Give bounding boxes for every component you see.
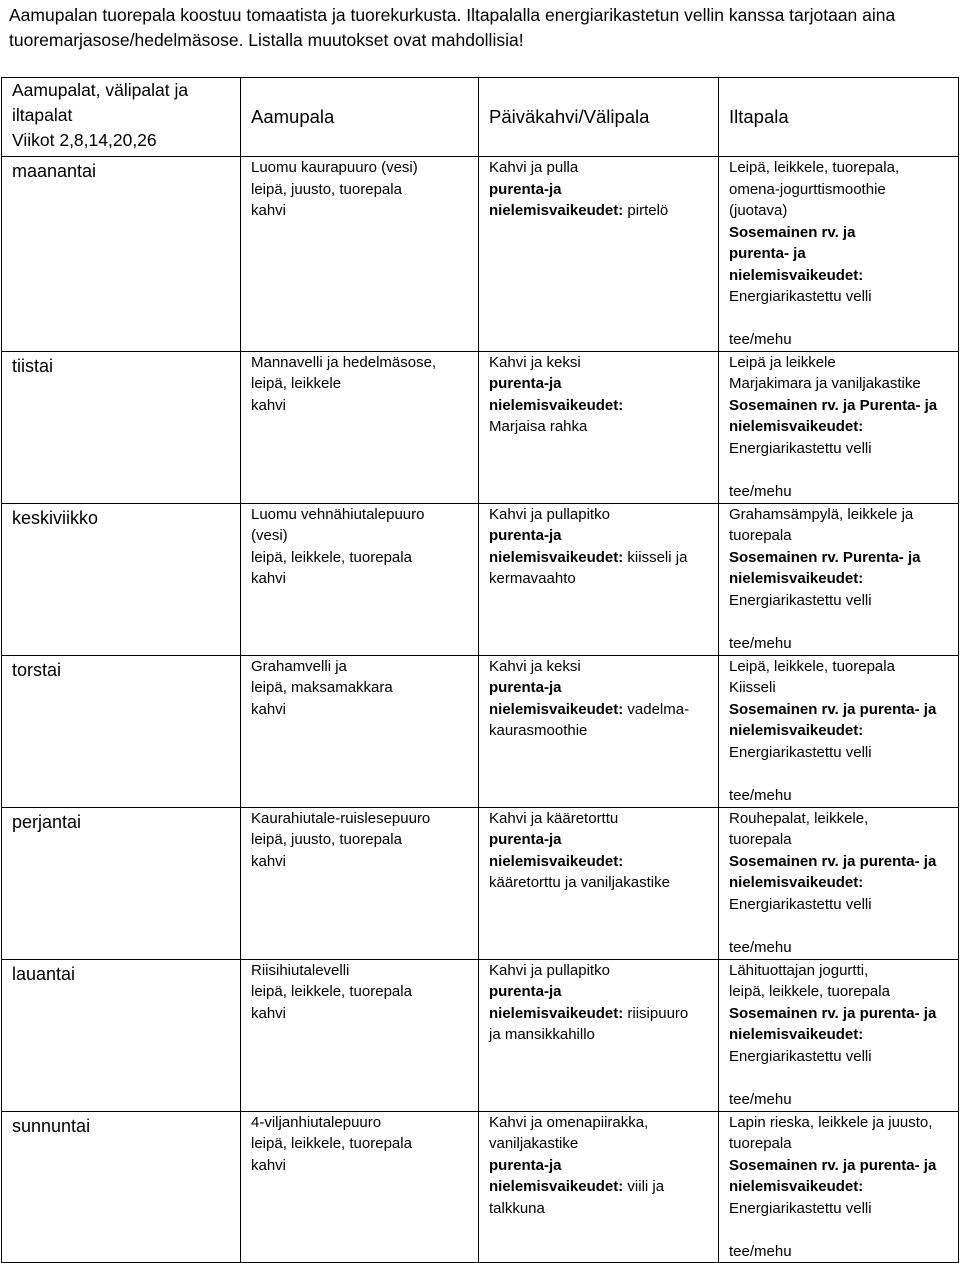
evening-line — [729, 200, 950, 222]
evening-text: Sosemainen rv. ja purenta- ja — [729, 1004, 937, 1022]
evening-text: Energiarikastettu velli — [729, 439, 872, 457]
snack-text: vadelma- — [623, 700, 690, 718]
evening-cell — [719, 1111, 959, 1263]
evening-line — [729, 265, 950, 287]
evening-line — [729, 547, 950, 569]
snack-text: purenta-ja — [489, 375, 562, 392]
snack-text: nielemisvaikeudet: — [489, 202, 624, 219]
evening-line — [729, 1046, 950, 1068]
evening-text: nielemisvaikeudet: — [729, 1178, 864, 1195]
intro-text: Aamupalan tuorepala koostuu tomaatista ja tuorekurkusta. Iltapalalla energiarikastetun vellin kanssa tarjotaan aina tuoremarjasose/hedelmäsose. Listalla muutokset ovat mahdollisia! — [9, 5, 896, 50]
breakfast-line: kahvi — [251, 202, 287, 219]
breakfast-cell — [241, 503, 479, 655]
day-name: tiistai — [2, 351, 241, 503]
snack-text: vaniljakastike — [489, 1135, 579, 1152]
snack-text: Marjaisa rahka — [489, 418, 588, 435]
snack-line — [489, 1024, 710, 1046]
evening-text: tee/mehu — [729, 1242, 792, 1260]
evening-line — [729, 157, 950, 179]
day-name: perjantai — [2, 807, 241, 959]
evening-text: Sosemainen rv. ja Purenta- ja — [729, 396, 938, 414]
snack-line — [489, 179, 710, 201]
breakfast-line: Mannavelli ja hedelmäsose, — [251, 353, 437, 371]
header-title-line: Aamupalat, välipalat ja — [12, 80, 189, 100]
breakfast-cell — [241, 959, 479, 1111]
snack-line — [489, 416, 710, 438]
evening-line — [729, 590, 950, 612]
evening-text: Leipä ja leikkele — [729, 353, 836, 371]
day-row — [2, 1111, 959, 1263]
snack-text: purenta-ja — [489, 983, 562, 1000]
snack-line — [489, 720, 710, 742]
evening-cell — [719, 959, 959, 1111]
snack-cell — [479, 351, 719, 503]
snack-text: purenta-ja — [489, 679, 562, 696]
snack-text: nielemisvaikeudet: — [489, 1178, 624, 1195]
evening-line — [729, 981, 950, 1003]
evening-line — [729, 633, 950, 655]
snack-text: pirtelö — [623, 202, 669, 219]
snack-line — [489, 808, 710, 830]
evening-text: Sosemainen rv. ja purenta- ja — [729, 1156, 937, 1174]
header-evening: Iltapala — [719, 78, 959, 157]
evening-text: Leipä, leikkele, tuorepala — [729, 657, 895, 675]
snack-text: Kahvi ja keksi — [489, 353, 581, 371]
breakfast-line: kahvi — [251, 396, 287, 414]
evening-cell — [719, 351, 959, 503]
evening-line — [729, 481, 950, 503]
evening-line — [729, 915, 950, 937]
snack-text: talkkuna — [489, 1199, 545, 1217]
evening-text: Marjakimara ja vaniljakastike — [729, 375, 921, 392]
breakfast-line: leipä, leikkele, tuorepala — [251, 1135, 412, 1152]
evening-line — [729, 1176, 950, 1198]
evening-text: tee/mehu — [729, 1090, 792, 1108]
snack-line — [489, 851, 710, 873]
evening-text: Kiisseli — [729, 679, 776, 696]
snack-line — [489, 395, 710, 417]
header-breakfast: Aamupala — [241, 78, 479, 157]
evening-line — [729, 894, 950, 916]
evening-line — [729, 611, 950, 633]
breakfast-line: leipä, juusto, tuorepala — [251, 180, 402, 198]
snack-cell — [479, 655, 719, 807]
evening-text: tuorepala — [729, 1135, 792, 1152]
menu-table-body — [2, 78, 959, 1263]
snack-text: Kahvi ja keksi — [489, 657, 581, 675]
breakfast-line: leipä, maksamakkara — [251, 679, 393, 696]
evening-line — [729, 851, 950, 873]
breakfast-line: (vesi) — [251, 527, 288, 544]
evening-line — [729, 504, 950, 526]
evening-line — [729, 1112, 950, 1134]
breakfast-line: 4-viljanhiutalepuuro — [251, 1113, 382, 1131]
evening-text: tee/mehu — [729, 634, 792, 652]
snack-text: nielemisvaikeudet: — [489, 396, 624, 414]
evening-text: tuorepala — [729, 527, 792, 544]
evening-line — [729, 1198, 950, 1220]
evening-text: tuorepala — [729, 831, 792, 848]
snack-cell — [479, 807, 719, 959]
snack-text: purenta-ja — [489, 180, 562, 198]
evening-text: Rouhepalat, leikkele, — [729, 809, 869, 827]
day-row — [2, 351, 959, 503]
breakfast-line: leipä, leikkele, tuorepala — [251, 983, 412, 1000]
evening-line — [729, 438, 950, 460]
snack-text: Kahvi ja pullapitko — [489, 961, 610, 979]
header-title-line: Viikot 2,8,14,20,26 — [12, 130, 157, 150]
evening-line — [729, 1133, 950, 1155]
snack-text: nielemisvaikeudet: — [489, 852, 624, 870]
snack-line — [489, 981, 710, 1003]
snack-line — [489, 1133, 710, 1155]
evening-text: purenta- ja — [729, 245, 806, 262]
evening-text: nielemisvaikeudet: — [729, 570, 864, 587]
menu-table — [1, 77, 959, 1263]
evening-line — [729, 763, 950, 785]
day-row — [2, 655, 959, 807]
snack-line — [489, 1176, 710, 1198]
evening-text: Energiarikastettu velli — [729, 743, 872, 761]
day-name: lauantai — [2, 959, 241, 1111]
evening-text: nielemisvaikeudet: — [729, 418, 864, 435]
snack-line — [489, 504, 710, 526]
snack-text: nielemisvaikeudet: — [489, 548, 624, 566]
evening-line — [729, 222, 950, 244]
evening-cell — [719, 655, 959, 807]
evening-line — [729, 525, 950, 547]
day-row — [2, 503, 959, 655]
evening-text: tee/mehu — [729, 938, 792, 956]
snack-text: purenta-ja — [489, 527, 562, 544]
snack-text: purenta-ja — [489, 831, 562, 848]
evening-text: nielemisvaikeudet: — [729, 722, 864, 739]
evening-text: Energiarikastettu velli — [729, 288, 872, 305]
breakfast-line: Luomu kaurapuuro (vesi) — [251, 159, 418, 176]
snack-line — [489, 373, 710, 395]
breakfast-line: Riisihiutalevelli — [251, 961, 350, 979]
snack-text: purenta-ja — [489, 1156, 562, 1174]
evening-line — [729, 720, 950, 742]
snack-text: Kahvi ja kääretorttu — [489, 809, 619, 827]
snack-text: kääretorttu ja vaniljakastike — [489, 874, 670, 891]
evening-text: Energiarikastettu velli — [729, 895, 872, 913]
snack-text: ja mansikkahillo — [489, 1026, 595, 1043]
snack-line — [489, 699, 710, 721]
evening-text: (juotava) — [729, 202, 788, 219]
day-row — [2, 959, 959, 1111]
breakfast-line: kahvi — [251, 570, 287, 587]
snack-line — [489, 1198, 710, 1220]
evening-text: Sosemainen rv. ja purenta- ja — [729, 852, 937, 870]
evening-line — [729, 1067, 950, 1089]
snack-cell — [479, 503, 719, 655]
evening-line — [729, 568, 950, 590]
evening-text: Grahamsämpylä, leikkele ja — [729, 505, 914, 523]
evening-line — [729, 960, 950, 982]
snack-line — [489, 1003, 710, 1025]
snack-line — [489, 1112, 710, 1134]
breakfast-line: leipä, leikkele, tuorepala — [251, 548, 412, 566]
evening-text: omena-jogurttismoothie — [729, 180, 886, 198]
snack-text: nielemisvaikeudet: — [489, 700, 624, 718]
snack-line — [489, 960, 710, 982]
evening-text: nielemisvaikeudet: — [729, 266, 864, 284]
breakfast-cell — [241, 807, 479, 959]
day-name: keskiviikko — [2, 503, 241, 655]
snack-line — [489, 200, 710, 222]
evening-line — [729, 1003, 950, 1025]
day-name: torstai — [2, 655, 241, 807]
evening-line — [729, 829, 950, 851]
evening-line — [729, 1241, 950, 1263]
evening-text: Leipä, leikkele, tuorepala, — [729, 159, 900, 176]
snack-text: Kahvi ja omenapiirakka, — [489, 1113, 649, 1131]
breakfast-line: Kaurahiutale-ruislesepuuro — [251, 809, 431, 827]
evening-cell — [719, 807, 959, 959]
evening-line — [729, 286, 950, 308]
evening-line — [729, 416, 950, 438]
breakfast-line: leipä, juusto, tuorepala — [251, 831, 402, 848]
snack-line — [489, 547, 710, 569]
snack-line — [489, 568, 710, 590]
evening-text: tee/mehu — [729, 482, 792, 500]
header-title-line: iltapalat — [12, 105, 73, 125]
evening-line — [729, 742, 950, 764]
breakfast-line: kahvi — [251, 700, 287, 718]
evening-line — [729, 785, 950, 807]
evening-text: Sosemainen rv. Purenta- ja — [729, 548, 921, 566]
evening-text: Sosemainen rv. ja purenta- ja — [729, 700, 937, 718]
evening-line — [729, 1089, 950, 1111]
evening-line — [729, 329, 950, 351]
snack-cell — [479, 157, 719, 352]
evening-line — [729, 699, 950, 721]
header-row — [2, 78, 959, 157]
snack-line — [489, 352, 710, 374]
snack-text: Kahvi ja pulla — [489, 159, 579, 176]
breakfast-line: kahvi — [251, 852, 287, 870]
breakfast-line: leipä, leikkele — [251, 375, 342, 392]
evening-text: Energiarikastettu velli — [729, 1047, 872, 1065]
day-row — [2, 157, 959, 352]
evening-line — [729, 808, 950, 830]
snack-line — [489, 656, 710, 678]
snack-cell — [479, 959, 719, 1111]
breakfast-cell — [241, 655, 479, 807]
evening-line — [729, 373, 950, 395]
evening-text: leipä, leikkele, tuorepala — [729, 983, 890, 1000]
snack-text: kiisseli ja — [623, 548, 688, 566]
snack-text: nielemisvaikeudet: — [489, 1004, 624, 1022]
evening-line — [729, 352, 950, 374]
evening-line — [729, 179, 950, 201]
snack-line — [489, 872, 710, 894]
evening-cell — [719, 503, 959, 655]
snack-line — [489, 829, 710, 851]
evening-line — [729, 1155, 950, 1177]
snack-line — [489, 677, 710, 699]
day-row — [2, 807, 959, 959]
evening-text: Energiarikastettu velli — [729, 1199, 872, 1217]
evening-line — [729, 872, 950, 894]
snack-text: kaurasmoothie — [489, 722, 588, 739]
evening-text: Lapin rieska, leikkele ja juusto, — [729, 1113, 933, 1131]
snack-text: riisipuuro — [623, 1004, 689, 1022]
breakfast-cell — [241, 157, 479, 352]
breakfast-cell — [241, 351, 479, 503]
evening-line — [729, 459, 950, 481]
breakfast-line: Luomu vehnähiutalepuuro — [251, 505, 425, 523]
evening-text: nielemisvaikeudet: — [729, 1026, 864, 1043]
evening-line — [729, 1024, 950, 1046]
breakfast-cell — [241, 1111, 479, 1263]
evening-line — [729, 677, 950, 699]
evening-text: Energiarikastettu velli — [729, 591, 872, 609]
evening-text: Lähituottajan jogurtti, — [729, 961, 869, 979]
snack-line — [489, 525, 710, 547]
evening-text: nielemisvaikeudet: — [729, 874, 864, 891]
evening-line — [729, 1219, 950, 1241]
snack-text: kermavaahto — [489, 570, 576, 587]
evening-text: tee/mehu — [729, 331, 792, 348]
snack-line — [489, 157, 710, 179]
evening-line — [729, 308, 950, 330]
evening-cell — [719, 157, 959, 352]
breakfast-line: Grahamvelli ja — [251, 657, 347, 675]
evening-line — [729, 656, 950, 678]
evening-text: tee/mehu — [729, 786, 792, 804]
header-title-cell — [2, 78, 241, 157]
day-name: maanantai — [2, 157, 241, 352]
breakfast-line: kahvi — [251, 1156, 287, 1174]
header-snack: Päiväkahvi/Välipala — [479, 78, 719, 157]
day-name: sunnuntai — [2, 1111, 241, 1263]
evening-line — [729, 395, 950, 417]
snack-text: Kahvi ja pullapitko — [489, 505, 610, 523]
evening-line — [729, 243, 950, 265]
snack-text: viili ja — [623, 1178, 665, 1195]
evening-text: Sosemainen rv. ja — [729, 223, 856, 241]
snack-cell — [479, 1111, 719, 1263]
breakfast-line: kahvi — [251, 1004, 287, 1022]
snack-line — [489, 1155, 710, 1177]
evening-line — [729, 937, 950, 959]
